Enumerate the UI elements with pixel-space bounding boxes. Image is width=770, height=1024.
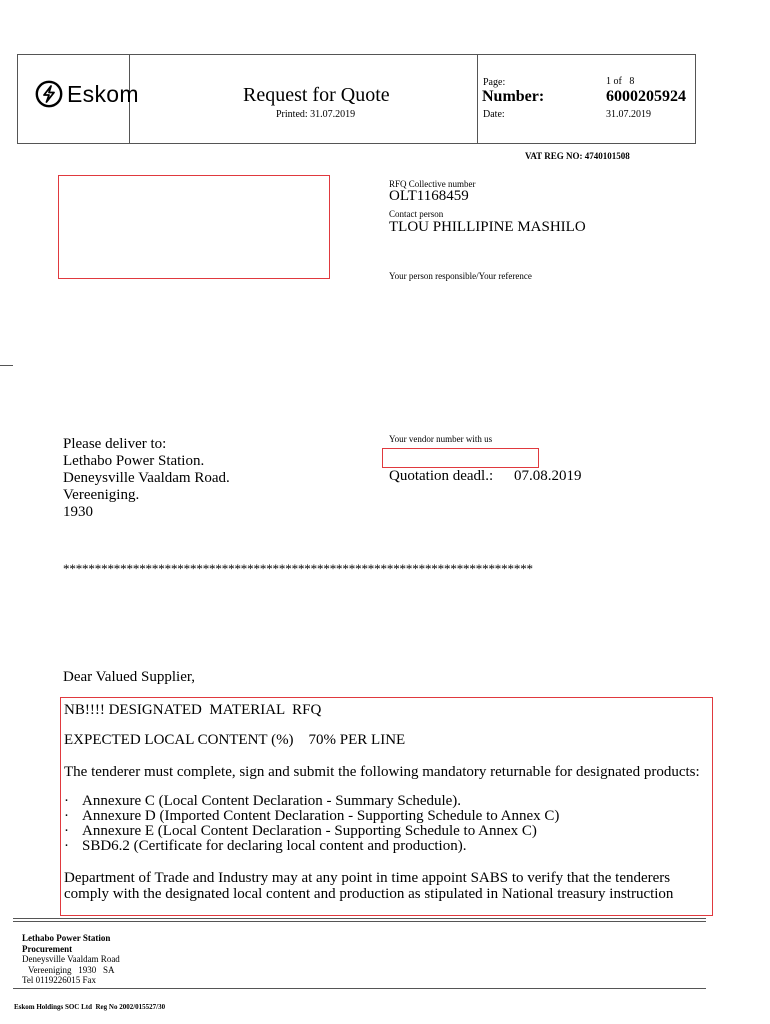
footer-address: [22, 933, 120, 986]
delivery-line: Lethabo Power Station.: [63, 453, 205, 469]
delivery-line: Vereeniging.: [63, 487, 140, 503]
header-divider: [477, 55, 478, 143]
footer-department: Procurement: [22, 943, 73, 954]
logo-text: Eskom: [67, 80, 139, 107]
bullet-mark: ·: [64, 838, 69, 854]
vat-reg-number: VAT REG NO: 4740101508: [525, 151, 630, 161]
rfq-number: 6000205924: [606, 88, 686, 105]
eskom-logo: [35, 80, 139, 108]
list-item-text: Annexure D (Imported Content Declaration - Supporting Schedule to Annex C): [82, 808, 560, 824]
number-label: Number:: [482, 88, 545, 105]
footer-rule: [13, 918, 706, 919]
delivery-line: Please deliver to:: [63, 436, 167, 452]
list-item-text: SBD6.2 (Certificate for declaring local content and production).: [82, 838, 467, 854]
bullet-mark: ·: [64, 808, 69, 824]
mandatory-returnable-instruction: The tenderer must complete, sign and submit the following mandatory returnable for designated products:: [64, 764, 700, 780]
eskom-logo-icon: [35, 80, 63, 108]
expected-local-content: EXPECTED LOCAL CONTENT (%) 70% PER LINE: [64, 732, 406, 748]
address-highlight-box: [58, 175, 330, 279]
dti-paragraph: [64, 870, 673, 902]
quotation-deadline-value: 07.08.2019: [514, 468, 582, 484]
page-value: 1 of 8: [606, 76, 635, 87]
bullet-mark: ·: [64, 793, 69, 809]
separator-stars: **************************************************************************: [63, 561, 533, 576]
returnable-list: [64, 794, 559, 854]
document-title: Request for Quote: [243, 84, 390, 106]
contact-person-label: Contact person: [389, 209, 444, 219]
list-item: [64, 809, 559, 824]
delivery-address: [63, 436, 230, 521]
delivery-line: Deneysville Vaaldam Road.: [63, 470, 230, 486]
footer-rule: [13, 921, 706, 922]
bullet-mark: ·: [64, 823, 69, 839]
reference-label: Your person responsible/Your reference: [389, 271, 532, 281]
quotation-deadline-label: Quotation deadl.:: [389, 468, 494, 484]
footer-telephone: Tel 0119226015 Fax: [22, 975, 97, 985]
footer-city: Vereeniging 1930 SA: [28, 964, 115, 975]
delivery-line: 1930: [63, 504, 93, 520]
footer-company-registration: Eskom Holdings SOC Ltd Reg No 2002/015527/30: [14, 1003, 166, 1011]
dti-line: Department of Trade and Industry may at any point in time appoint SABS to verify that the tenderers: [64, 870, 671, 886]
dti-line: comply with the designated local content and production as stipulated in National treasury instruction: [64, 886, 674, 902]
list-item: [64, 824, 559, 839]
contact-person-value: TLOU PHILLIPINE MASHILO: [389, 219, 586, 235]
list-item-text: Annexure C (Local Content Declaration - Summary Schedule).: [82, 793, 462, 809]
date-value: 31.07.2019: [606, 109, 651, 120]
vendor-number-highlight-box: [382, 448, 539, 468]
printed-date: Printed: 31.07.2019: [276, 109, 356, 120]
nb-heading: NB!!!! DESIGNATED MATERIAL RFQ: [64, 702, 322, 718]
collective-number-label: RFQ Collective number: [389, 179, 476, 189]
list-item-text: Annexure E (Local Content Declaration - Supporting Schedule to Annex C): [82, 823, 537, 839]
greeting: Dear Valued Supplier,: [63, 669, 196, 685]
vendor-number-label: Your vendor number with us: [389, 434, 493, 444]
margin-tick: [0, 365, 13, 366]
list-item: [64, 839, 559, 854]
page-label: Page:: [483, 77, 506, 88]
date-label: Date:: [483, 109, 505, 120]
footer-rule: [13, 988, 706, 989]
list-item: [64, 794, 559, 809]
footer-station: Lethabo Power Station: [22, 933, 111, 943]
collective-number-value: OLT1168459: [389, 188, 469, 204]
footer-road: Deneysville Vaaldam Road: [22, 954, 120, 964]
